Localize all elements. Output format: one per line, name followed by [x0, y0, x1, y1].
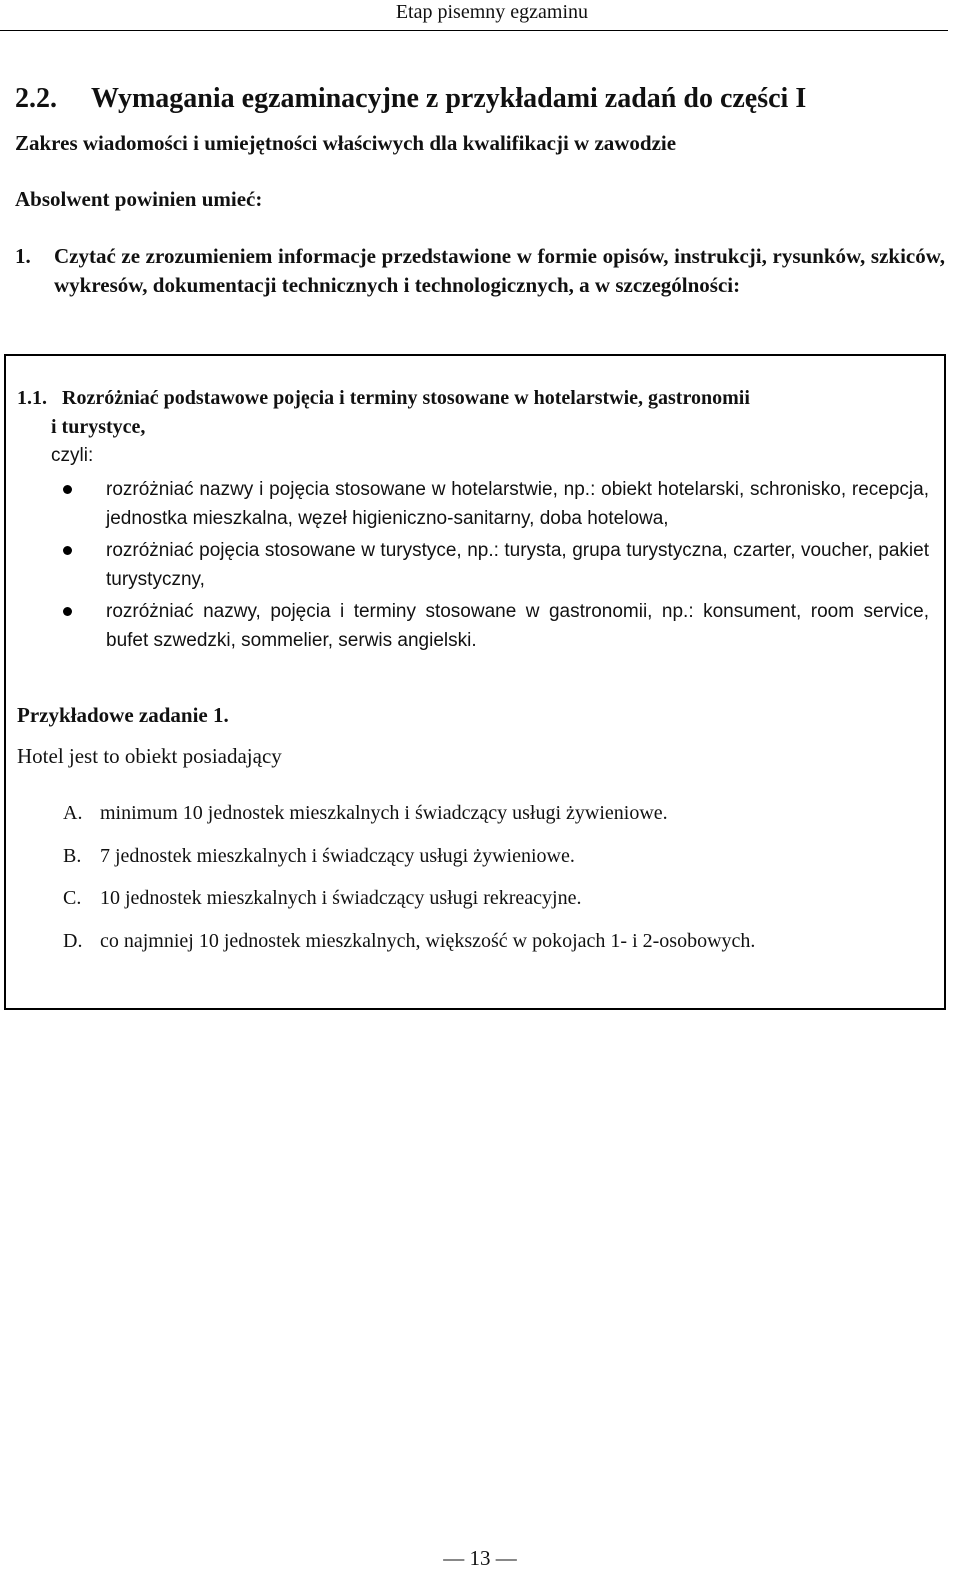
answer-text: 7 jednostek mieszkalnych i świadczący usługi żywieniowe.: [100, 844, 575, 867]
page-number: — 13 —: [443, 1546, 517, 1570]
list-item-text: rozróżniać pojęcia stosowane w turystyce, np.: turysta, grupa turystyczna, czarter, voucher, pakiet turystyczny,: [106, 540, 929, 590]
requirement-text: Czytać ze zrozumieniem informacje przedstawione w formie opisów, instrukcji, rysunków, szkiców, wykresów, dokumentacji technicznych i technologicznych, a w szczególności:: [54, 244, 945, 297]
answer-option-c: [63, 885, 755, 928]
czyli-label: czyli:: [51, 445, 94, 466]
section-heading: [15, 82, 806, 116]
sub-requirement-text-line1: Rozróżniać podstawowe pojęcia i terminy stosowane w hotelarstwie, gastronomii: [62, 387, 750, 409]
sub-requirement-heading: [17, 384, 935, 442]
list-item: [51, 475, 929, 533]
bullet-icon: [63, 485, 72, 494]
answer-option-d: [63, 928, 755, 971]
sub-requirement-number: 1.1.: [17, 387, 47, 409]
requirement-box: [4, 354, 946, 1010]
example-task-question: Hotel jest to obiekt posiadający: [17, 744, 282, 768]
qualification-subtitle: Zakres wiadomości i umiejętności właściwych dla kwalifikacji w zawodzie: [15, 131, 677, 155]
skills-list: [51, 475, 929, 658]
graduate-intro: Absolwent powinien umieć:: [15, 187, 263, 211]
list-item-text: rozróżniać nazwy, pojęcia i terminy stosowane w gastronomii, np.: konsument, room service, bufet szwedzki, sommelier, serwis angielski.: [106, 601, 929, 651]
answer-letter: C.: [63, 887, 82, 909]
answer-letter: B.: [63, 844, 82, 867]
answer-letter: D.: [63, 929, 83, 952]
answer-text: minimum 10 jednostek mieszkalnych i świadczący usługi żywieniowe.: [100, 802, 668, 824]
list-item: [51, 597, 929, 655]
running-header: [0, 0, 948, 31]
running-header-title: Etap pisemny egzaminu: [395, 1, 588, 23]
answer-text: 10 jednostek mieszkalnych i świadczący usługi rekreacyjne.: [100, 887, 582, 909]
sub-requirement-text-line2: i turystyce,: [51, 416, 146, 438]
requirement-number: 1.: [15, 244, 31, 268]
answer-letter: A.: [63, 802, 83, 824]
bullet-icon: [63, 607, 72, 616]
list-item-text: rozróżniać nazwy i pojęcia stosowane w hotelarstwie, np.: obiekt hotelarski, schronisko, recepcja, jednostka mieszkalna, węzeł higieniczno-sanitarny, doba hotelowa,: [106, 479, 929, 529]
section-title: Wymagania egzaminacyjne z przykładami zadań do części I: [91, 83, 807, 114]
answer-options: [63, 800, 755, 970]
requirement-1: [15, 242, 945, 300]
example-task-title: Przykładowe zadanie 1.: [17, 703, 229, 727]
bullet-icon: [63, 546, 72, 555]
answer-option-b: [63, 843, 755, 886]
section-number: 2.2.: [15, 83, 57, 114]
list-item: [51, 536, 929, 594]
answer-text: co najmniej 10 jednostek mieszkalnych, większość w pokojach 1- i 2-osobowych.: [100, 929, 756, 952]
answer-option-a: [63, 800, 755, 843]
